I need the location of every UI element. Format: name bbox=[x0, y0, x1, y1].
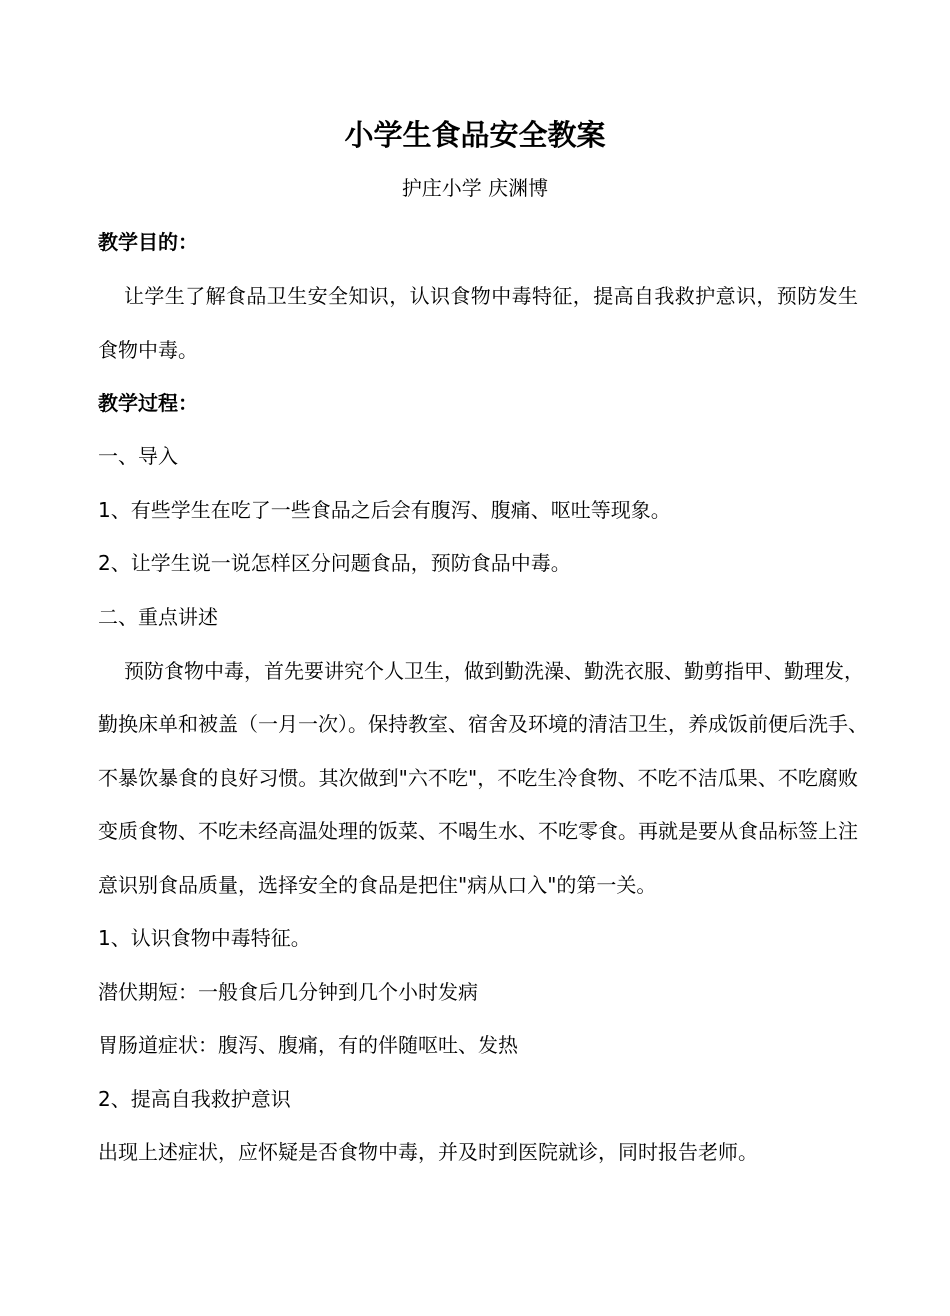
section-1-item-1: 1、有些学生在吃了一些食品之后会有腹泻、腹痛、呕吐等现象。 bbox=[98, 498, 671, 522]
objective-line-2: 食物中毒。 bbox=[98, 338, 198, 362]
paragraph-line-2: 勤换床单和被盖（一月一次）。保持教室、宿舍及环境的清洁卫生，养成饭前便后洗手、 bbox=[98, 712, 868, 736]
point-2-heading: 2、提高自我救护意识 bbox=[98, 1087, 291, 1111]
point-2-line-1: 出现上述症状，应怀疑是否食物中毒，并及时到医院就诊，同时报告老师。 bbox=[98, 1140, 758, 1164]
paragraph-line-4: 变质食物、不吃未经高温处理的饭菜、不喝生水、不吃零食。再就是要从食品标签上注 bbox=[98, 819, 858, 843]
section-1-item-2: 2、让学生说一说怎样区分问题食品，预防食品中毒。 bbox=[98, 551, 571, 575]
section-1-heading: 一、导入 bbox=[98, 444, 178, 468]
paragraph-line-5: 意识别食品质量，选择安全的食品是把住"病从口入"的第一关。 bbox=[98, 873, 657, 897]
point-1-heading: 1、认识食物中毒特征。 bbox=[98, 926, 311, 950]
process-heading: 教学过程： bbox=[98, 391, 198, 415]
point-1-line-1: 潜伏期短：一般食后几分钟到几个小时发病 bbox=[98, 980, 478, 1004]
point-1-line-2: 胃肠道症状：腹泻、腹痛，有的伴随呕吐、发热 bbox=[98, 1033, 518, 1057]
paragraph-line-3: 不暴饮暴食的良好习惯。其次做到"六不吃"，不吃生冷食物、不吃不洁瓜果、不吃腐败 bbox=[98, 766, 858, 790]
document-title: 小学生食品安全教案 bbox=[344, 118, 606, 152]
author-line: 护庄小学 庆渊博 bbox=[401, 176, 549, 200]
objective-heading: 教学目的： bbox=[98, 230, 198, 254]
paragraph-line-1: 预防食物中毒，首先要讲究个人卫生，做到勤洗澡、勤洗衣服、勤剪指甲、勤理发， bbox=[124, 659, 864, 683]
objective-line-1: 让学生了解食品卫生安全知识，认识食物中毒特征，提高自我救护意识，预防发生 bbox=[124, 284, 858, 308]
section-2-heading: 二、重点讲述 bbox=[98, 605, 218, 629]
